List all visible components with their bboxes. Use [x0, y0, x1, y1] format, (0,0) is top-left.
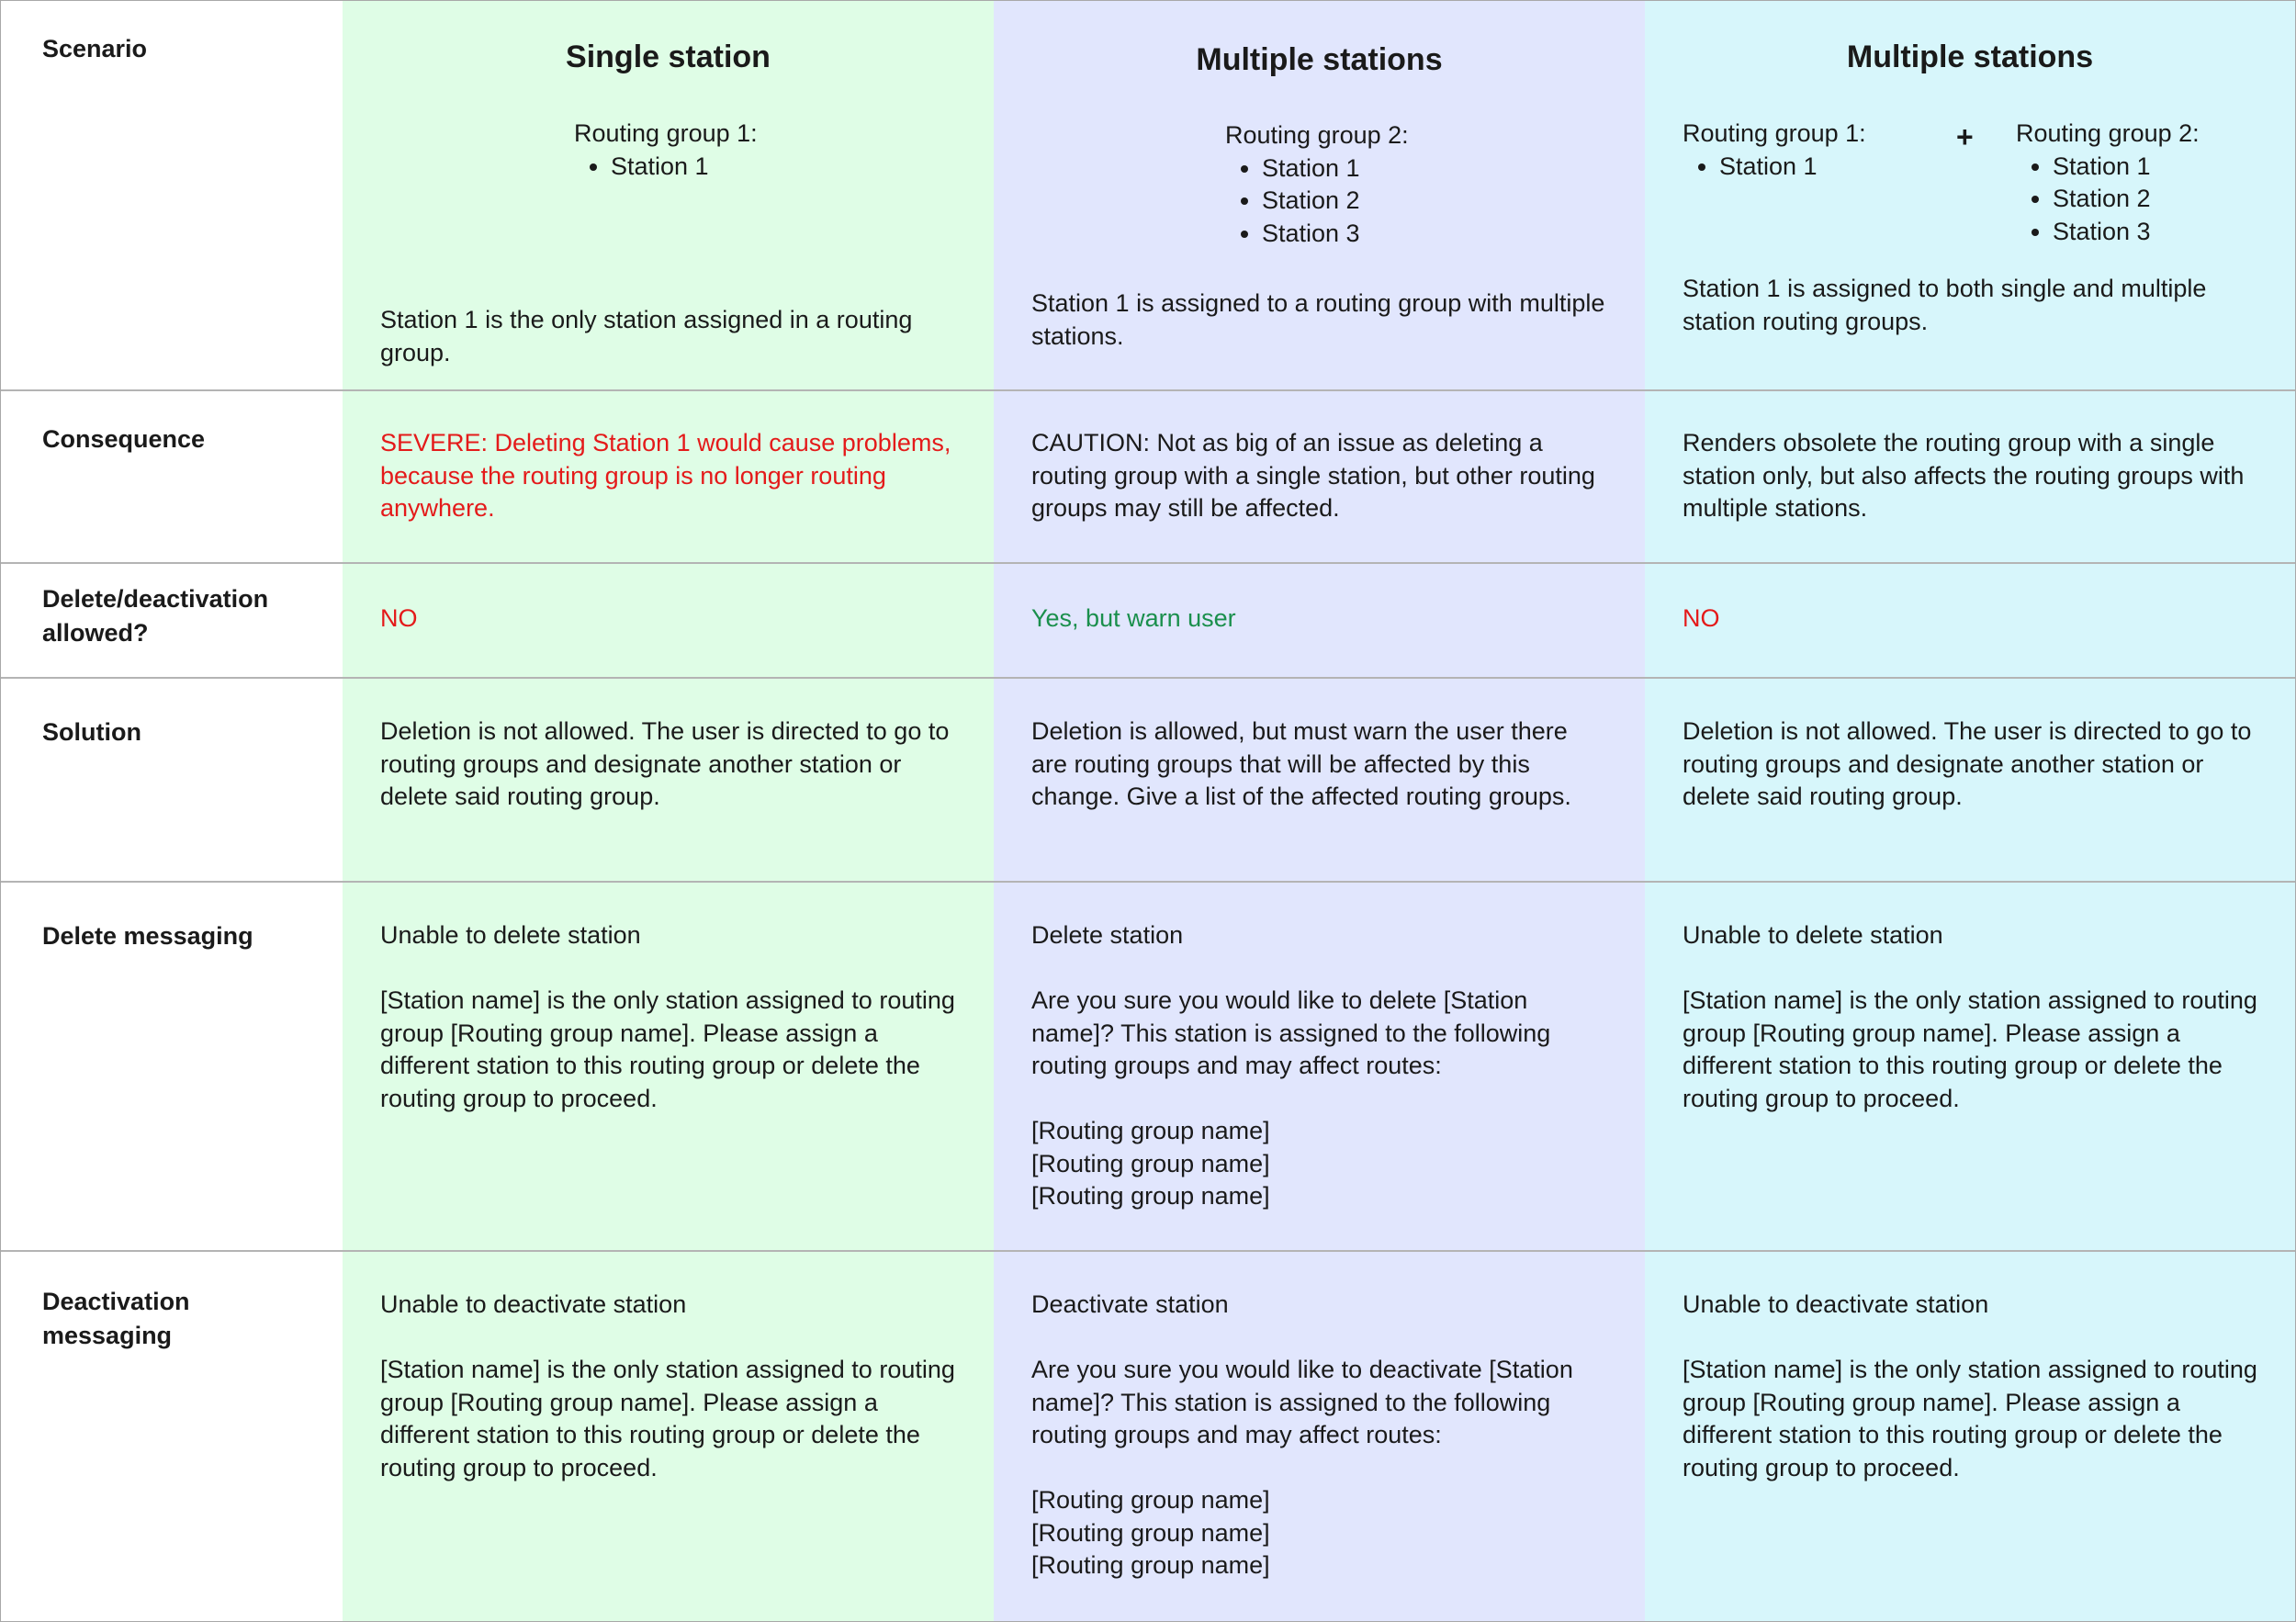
routing-group-label: Routing group 1: — [1683, 119, 1866, 147]
delete-message-body: Are you sure you would like to delete [Station name]? This station is assigned to the following routing groups and may affect routes: [Routing group name] [Routing group name] [Routing group name] — [1031, 986, 1551, 1210]
column-title: Multiple stations — [1846, 39, 2094, 74]
column-title: Single station — [566, 39, 771, 74]
station-list — [1225, 152, 1409, 251]
delete-message-title: Unable to delete station — [1683, 921, 1943, 949]
row-label-deactivation-messaging: Deactivation messaging — [1, 1252, 343, 1621]
routing-group-label: Routing group 2: — [2016, 119, 2200, 147]
routing-group-block — [2016, 118, 2200, 248]
consequence-text: SEVERE: Deleting Station 1 would cause problems, because the routing group is no longer routing anywhere. — [380, 429, 951, 522]
scenario-description: Station 1 is assigned to a routing group with multiple stations. — [1031, 289, 1605, 350]
consequence-cell — [1645, 391, 2295, 564]
routing-group-block — [1225, 119, 1409, 250]
deactivate-message-body: [Station name] is the only station assigned to routing group [Routing group name]. Please assign a different station to this routing group or delete the routing group to proceed. — [1683, 1356, 2257, 1481]
solution-text: Deletion is not allowed. The user is directed to go to routing groups and designate another station or delete said routing group. — [1683, 717, 2252, 810]
deactivate-message-body: Are you sure you would like to deactivate [Station name]? This station is assigned to the following routing groups and may affect routes: [Routing group name] [Routing group name] [Routing group name] — [1031, 1356, 1573, 1579]
station-list-item: • Station 3 — [2053, 216, 2200, 249]
row-label-delete-messaging: Delete messaging — [1, 883, 343, 1252]
delete-messaging-cell — [994, 883, 1645, 1252]
solution-text: Deletion is not allowed. The user is directed to go to routing groups and designate another station or delete said routing group. — [380, 717, 950, 810]
column-title: Multiple stations — [1196, 42, 1443, 77]
station-list-item: • Station 2 — [2053, 183, 2200, 216]
scenario-cell-single-station — [343, 1, 994, 391]
row-label-scenario: Scenario — [1, 1, 343, 391]
deactivate-message-title: Unable to deactivate station — [1683, 1290, 1989, 1318]
deactivate-message-title: Deactivate station — [1031, 1290, 1229, 1318]
row-label-solution: Solution — [1, 679, 343, 883]
station-list-item: • Station 1 — [1719, 151, 1866, 184]
solution-cell — [343, 679, 994, 883]
allowed-cell — [994, 564, 1645, 679]
delete-messaging-cell — [1645, 883, 2295, 1252]
station-list-item: • Station 3 — [1262, 218, 1409, 251]
allowed-value: Yes, but warn user — [1031, 604, 1236, 632]
delete-message-body: [Station name] is the only station assigned to routing group [Routing group name]. Please assign a different station to this routing group or delete the routing group to proceed. — [380, 986, 955, 1112]
station-list — [574, 151, 758, 184]
routing-group-block — [1683, 118, 1866, 183]
row-label-consequence: Consequence — [1, 391, 343, 564]
allowed-value: NO — [1683, 604, 1720, 632]
solution-cell — [1645, 679, 2295, 883]
allowed-value: NO — [380, 604, 418, 632]
solution-text: Deletion is allowed, but must warn the user there are routing groups that will be affected by this change. Give a list of the affected routing groups. — [1031, 717, 1571, 810]
consequence-text: Renders obsolete the routing group with a single station only, but also affects the routing groups with multiple stations. — [1683, 429, 2245, 522]
scenario-description: Station 1 is the only station assigned in a routing group. — [380, 306, 913, 366]
delete-message-body: [Station name] is the only station assigned to routing group [Routing group name]. Please assign a different station to this routing group or delete the routing group to proceed. — [1683, 986, 2257, 1112]
scenario-description: Station 1 is assigned to both single and multiple station routing groups. — [1683, 275, 2207, 335]
station-list-item: • Station 1 — [611, 151, 758, 184]
station-list — [1683, 151, 1866, 184]
station-list — [2016, 151, 2200, 249]
delete-message-title: Unable to delete station — [380, 921, 641, 949]
plus-icon: + — [1956, 120, 1974, 153]
delete-messaging-cell — [343, 883, 994, 1252]
station-list-item: • Station 2 — [1262, 185, 1409, 218]
station-list-item: • Station 1 — [2053, 151, 2200, 184]
routing-group-label: Routing group 1: — [574, 119, 758, 147]
scenario-cell-multiple-stations — [994, 1, 1645, 391]
deactivation-messaging-cell — [343, 1252, 994, 1621]
scenario-cell-combined — [1645, 1, 2295, 391]
deactivation-messaging-cell — [1645, 1252, 2295, 1621]
deactivate-message-body: [Station name] is the only station assigned to routing group [Routing group name]. Please assign a different station to this routing group or delete the routing group to proceed. — [380, 1356, 955, 1481]
consequence-cell — [994, 391, 1645, 564]
solution-cell — [994, 679, 1645, 883]
routing-group-label: Routing group 2: — [1225, 121, 1409, 149]
allowed-cell — [1645, 564, 2295, 679]
row-label-allowed: Delete/deactivation allowed? — [1, 564, 343, 679]
consequence-text: CAUTION: Not as big of an issue as deleting a routing group with a single station, but other routing groups may still be affected. — [1031, 429, 1595, 522]
station-list-item: • Station 1 — [1262, 152, 1409, 186]
routing-group-block — [574, 118, 758, 183]
delete-message-title: Delete station — [1031, 921, 1184, 949]
consequence-cell — [343, 391, 994, 564]
deactivate-message-title: Unable to deactivate station — [380, 1290, 687, 1318]
allowed-cell — [343, 564, 994, 679]
deactivation-messaging-cell — [994, 1252, 1645, 1621]
